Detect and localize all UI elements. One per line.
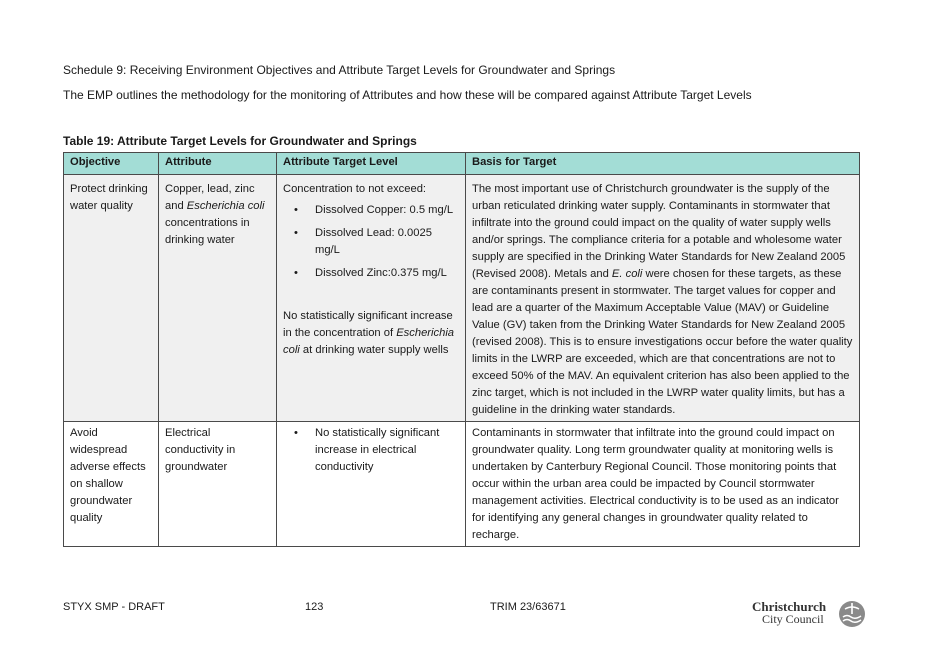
target-intro: Concentration to not exceed: [283,183,427,195]
target-list [283,425,459,476]
target-item-zinc: • Dissolved Zinc:0.375 mg/L [283,265,459,282]
target-ecoli-paragraph [283,308,459,359]
cell-objective: Avoid widespread adverse effects on shallow groundwater quality [64,422,159,547]
footer-document-name: STYX SMP - DRAFT [63,601,165,613]
target-para-species: Escherichia coli [283,327,455,356]
cell-basis [466,175,860,422]
basis-species: E. coli [611,268,643,280]
cell-basis: Contaminants in stormwater that infiltrate into the ground could impact on groundwater quality. Long term groundwater quality at monitoring wells is undertaken by Canterbury Regional Council. Those monitoring points that occur within the urban area could be impacted by Council stormwater management activities. Electrical conductivity is to be used as an indicator for identifying any general changes in groundwater quality related to recharge. [466,422,860,547]
cell-attribute: Electrical conductivity in groundwater [159,422,277,547]
table-header-row [64,153,860,175]
footer-trim-reference: TRIM 23/63671 [490,601,566,613]
cell-target-level [277,422,466,547]
table-row [64,422,860,547]
basis-text: The most important use of Christchurch groundwater is the supply of the urban reticulated drinking water supply. Contaminants in stormwater that infiltrate into the ground could impact on the quality of water supply wells and/or springs. The compliance criteria for a potable and wholesome water supply are specified in the Drinking Water Standards for New Zealand 2005 (Revised 2008). Metals and [472,183,846,280]
target-para-text: No statistically significant increase in the concentration of [283,310,453,339]
target-item-conductivity: • No statistically significant increase in electrical conductivity [283,425,459,476]
attribute-species: Escherichia coli [186,200,265,212]
column-header-target-level: Attribute Target Level [277,153,466,175]
cell-objective: Protect drinking water quality [64,175,159,422]
target-list [283,202,459,282]
council-logo [752,600,866,628]
cell-attribute [159,175,277,422]
intro-paragraph: The EMP outlines the methodology for the monitoring of Attributes and how these will be compared against Attribute Target Levels [63,88,752,102]
attribute-target-table [63,152,860,547]
target-para-text-end: at drinking water supply wells [299,344,449,356]
schedule-heading: Schedule 9: Receiving Environment Objectives and Attribute Target Levels for Groundwater and Springs [63,63,616,77]
column-header-attribute: Attribute [159,153,277,175]
table-row [64,175,860,422]
council-emblem-icon [838,600,866,628]
footer-page-number: 123 [305,601,324,613]
target-item-lead: • Dissolved Lead: 0.0025 mg/L [283,225,459,259]
logo-line-2: City Council [762,612,824,626]
basis-text-end: were chosen for these targets, as these are contaminants present in stormwater. The target values for copper and lead are a quarter of the Maximum Acceptable Value (MAV) or Guideline Value (GV) taken from the Drinking Water Standards for New Zealand 2005 (revised 2008). This is to ensure investigations occur before the water quality limits in the LWRP are exceeded, which are that concentrations are not to exceed 50% of the MAV. An equivalent criterion has also been applied to the zinc target, which is not included in the LWRP water quality limits, but has a guideline in the drinking water standards. [472,268,853,416]
attribute-text-end: concentrations in drinking water [165,217,250,246]
logo-line-1: Christchurch [752,599,827,614]
column-header-objective: Objective [64,153,159,175]
column-header-basis: Basis for Target [466,153,860,175]
cell-target-level [277,175,466,422]
attribute-text: Copper, lead, zinc and [165,183,255,212]
table-caption: Table 19: Attribute Target Levels for Groundwater and Springs [63,134,417,148]
target-item-copper: • Dissolved Copper: 0.5 mg/L [283,202,459,219]
